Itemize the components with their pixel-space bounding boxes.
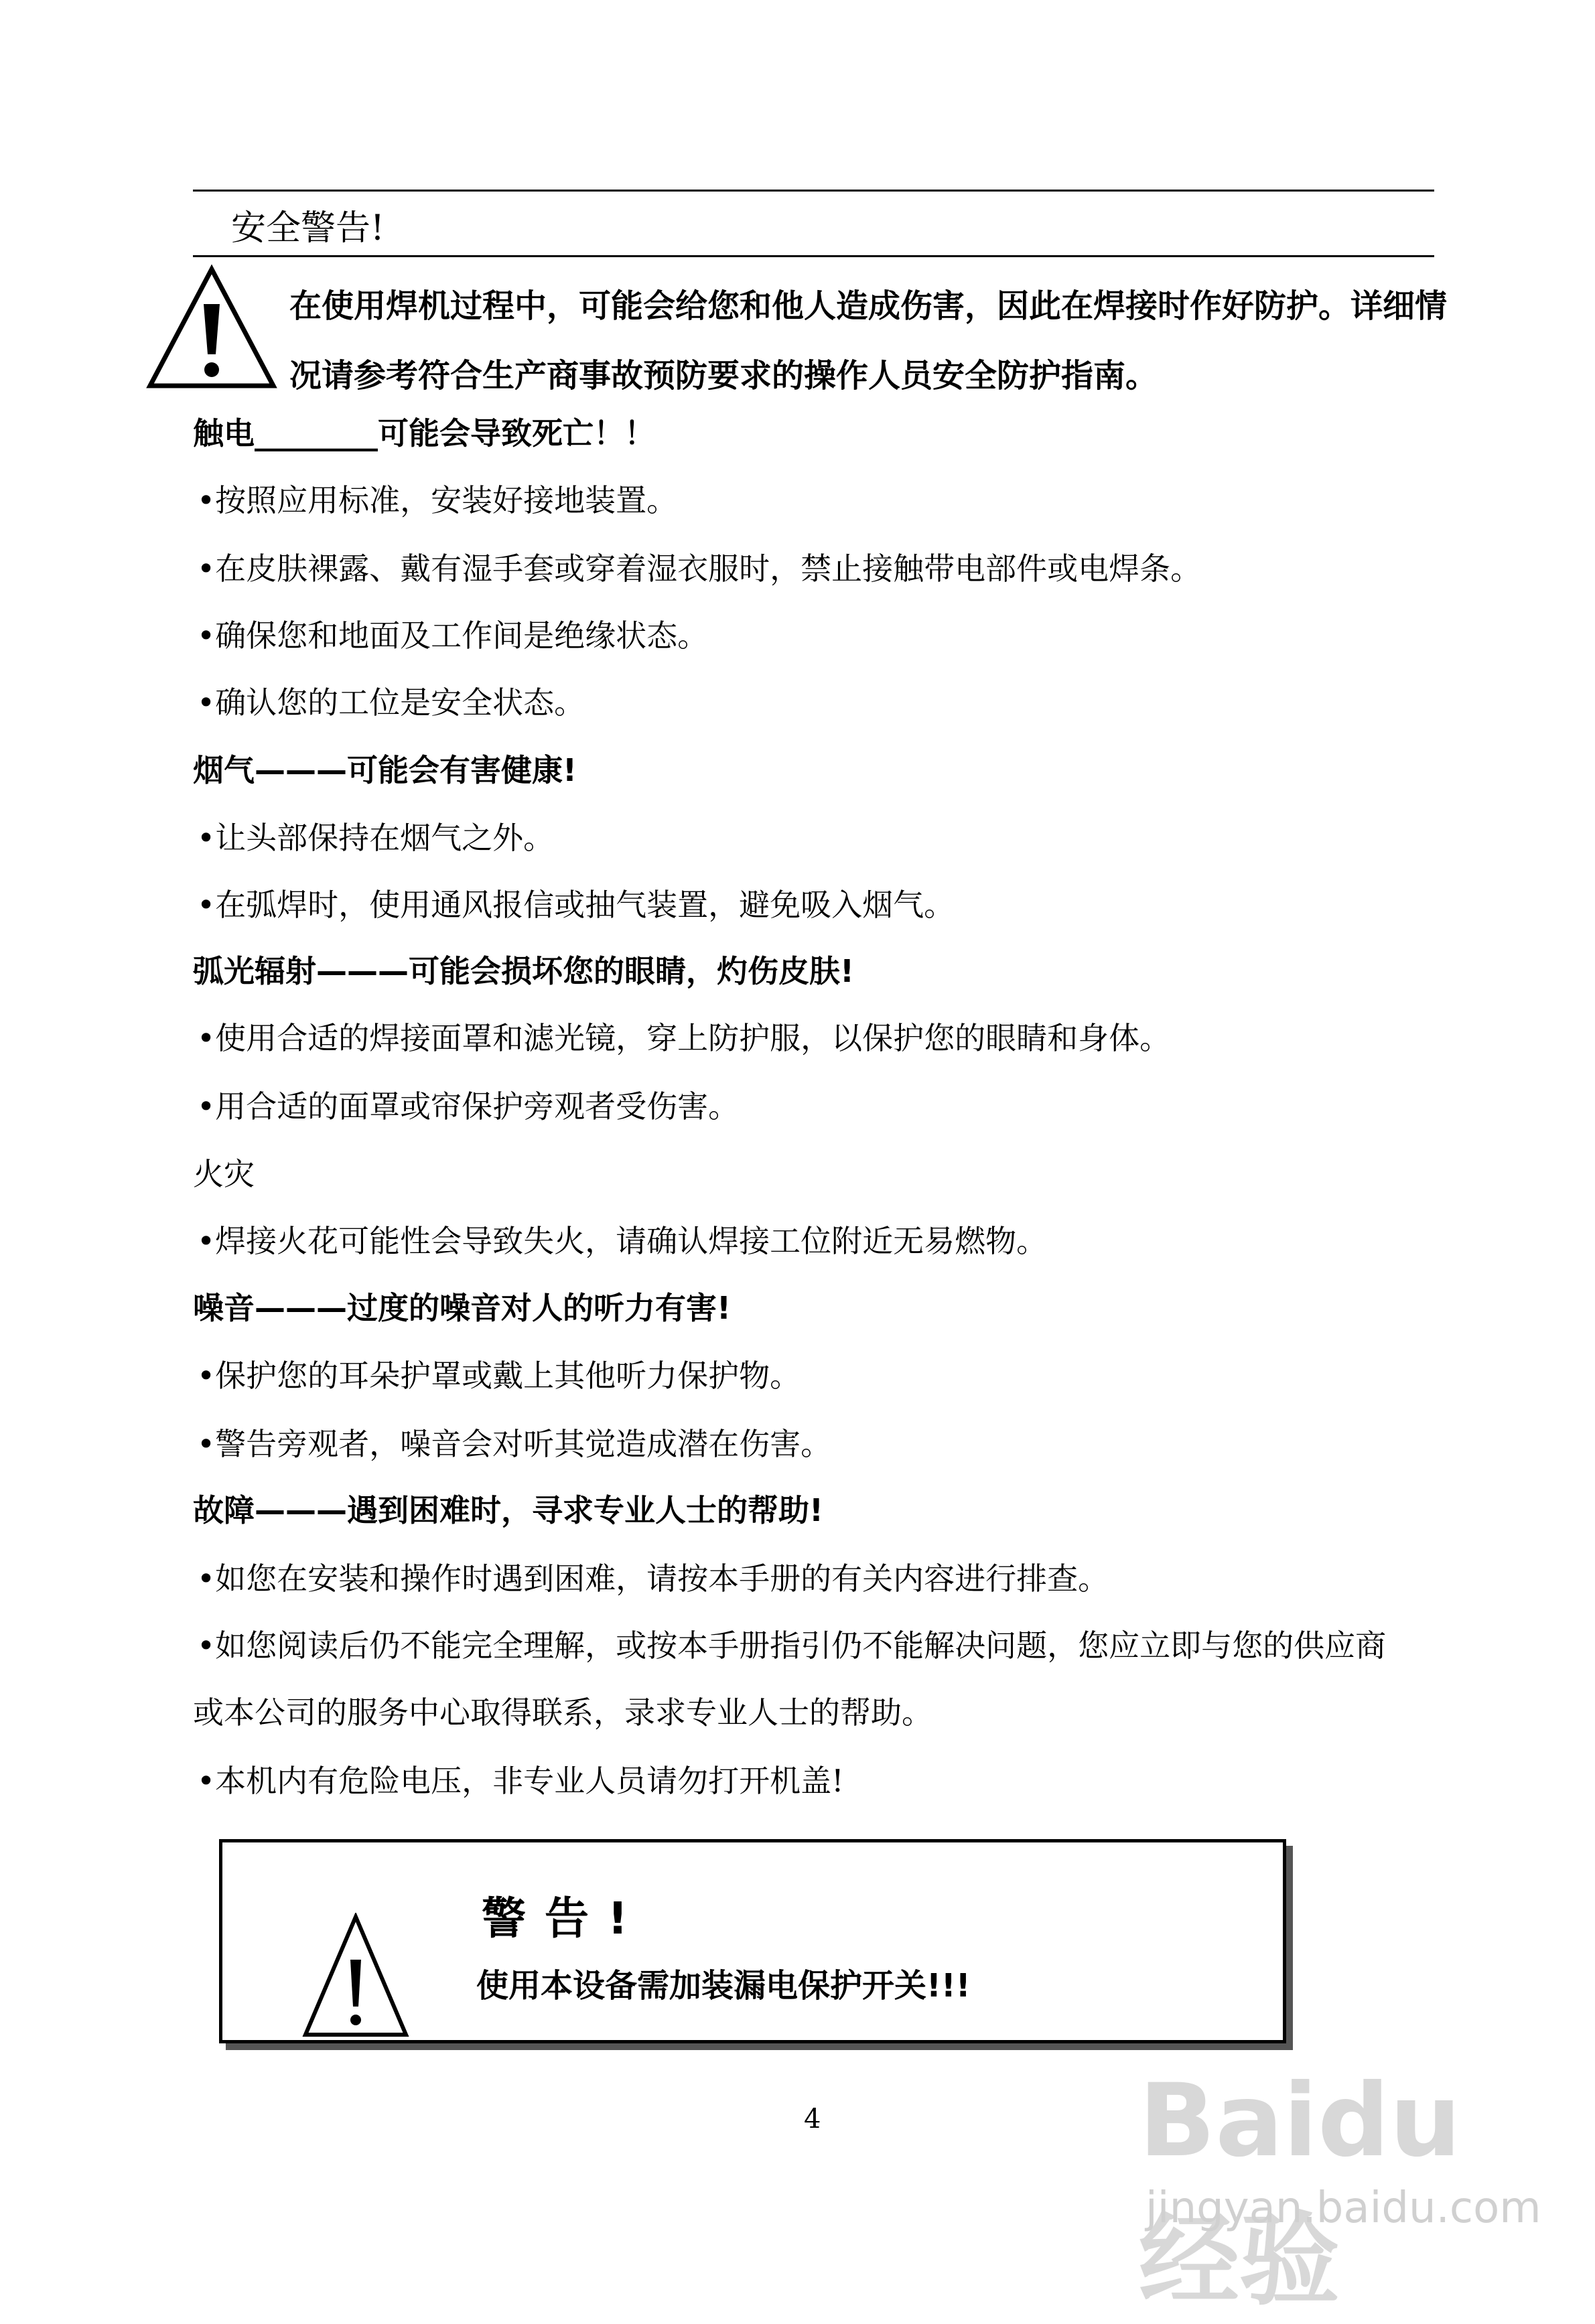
safety-text-line: •如您在安装和操作时遇到困难，请按本手册的有关内容进行排查。 bbox=[197, 1560, 1109, 1597]
warning-triangle-icon bbox=[145, 264, 279, 391]
safety-text-line: •在弧焊时，使用通风报信或抽气装置，避免吸入烟气。 bbox=[197, 887, 955, 923]
safety-text-line: •本机内有危险电压，非专业人员请勿打开机盖! bbox=[197, 1763, 844, 1799]
safety-text-line: •使用合适的焊接面罩和滤光镜，穿上防护服，以保护您的眼睛和身体。 bbox=[197, 1020, 1171, 1056]
safety-text-line: •让头部保持在烟气之外。 bbox=[197, 820, 555, 856]
safety-text-line: •确认您的工位是安全状态。 bbox=[197, 684, 585, 721]
warning-triangle-icon bbox=[302, 1913, 409, 2040]
page-number: 4 bbox=[804, 2104, 821, 2134]
watermark bbox=[1132, 2049, 1541, 2319]
hazard-heading: 故障———遇到困难时，寻求专业人士的帮助! bbox=[193, 1492, 823, 1528]
hazard-heading: 弧光辐射———可能会损坏您的眼睛，灼伤皮肤! bbox=[193, 953, 854, 989]
title-underline bbox=[193, 255, 1434, 257]
warning-box-title: 警告! bbox=[482, 1893, 647, 1944]
safety-text-line: •保护您的耳朵护罩或戴上其他听力保护物。 bbox=[197, 1358, 801, 1394]
safety-text-line: 火灾 bbox=[193, 1156, 255, 1192]
safety-text-line: •确保您和地面及工作间是绝缘状态。 bbox=[197, 618, 709, 654]
warning-box-text: 使用本设备需加装漏电保护开关!!! bbox=[476, 1967, 971, 2005]
watermark-url: jingyan.baidu.com bbox=[1146, 2183, 1541, 2233]
safety-text-line: •焊接火花可能性会导致失火，请确认焊接工位附近无易燃物。 bbox=[197, 1223, 1048, 1259]
safety-text-line: •用合适的面罩或帘保护旁观者受伤害。 bbox=[197, 1088, 740, 1124]
safety-text-line: •如您阅读后仍不能完全理解，或按本手册指引仍不能解决问题，您应立即与您的供应商 bbox=[197, 1627, 1387, 1664]
hazard-heading: 触电________可能会导致死亡！！ bbox=[193, 415, 655, 451]
intro-text: 在使用焊机过程中，可能会给您和他人造成伤害，因此在焊接时作好防护。详细情况请参考符合生产商事故预防要求的操作人员安全防护指南。 bbox=[289, 287, 1448, 394]
watermark-logo: Baidu经验 bbox=[1139, 2063, 1462, 2319]
section-title: 安全警告! bbox=[231, 208, 385, 248]
hazard-heading: 烟气———可能会有害健康! bbox=[193, 752, 577, 788]
hazard-heading: 噪音———过度的噪音对人的听力有害! bbox=[193, 1290, 731, 1326]
warning-box bbox=[219, 1839, 1286, 2043]
top-rule bbox=[193, 190, 1434, 192]
safety-text-line: •按照应用标准，安装好接地装置。 bbox=[197, 482, 678, 518]
safety-text-line: •在皮肤裸露、戴有湿手套或穿着湿衣服时，禁止接触带电部件或电焊条。 bbox=[197, 551, 1202, 587]
safety-text-line: 或本公司的服务中心取得联系，录求专业人士的帮助。 bbox=[193, 1694, 932, 1731]
safety-text-line: •警告旁观者，噪音会对听其觉造成潜在伤害。 bbox=[197, 1426, 832, 1462]
